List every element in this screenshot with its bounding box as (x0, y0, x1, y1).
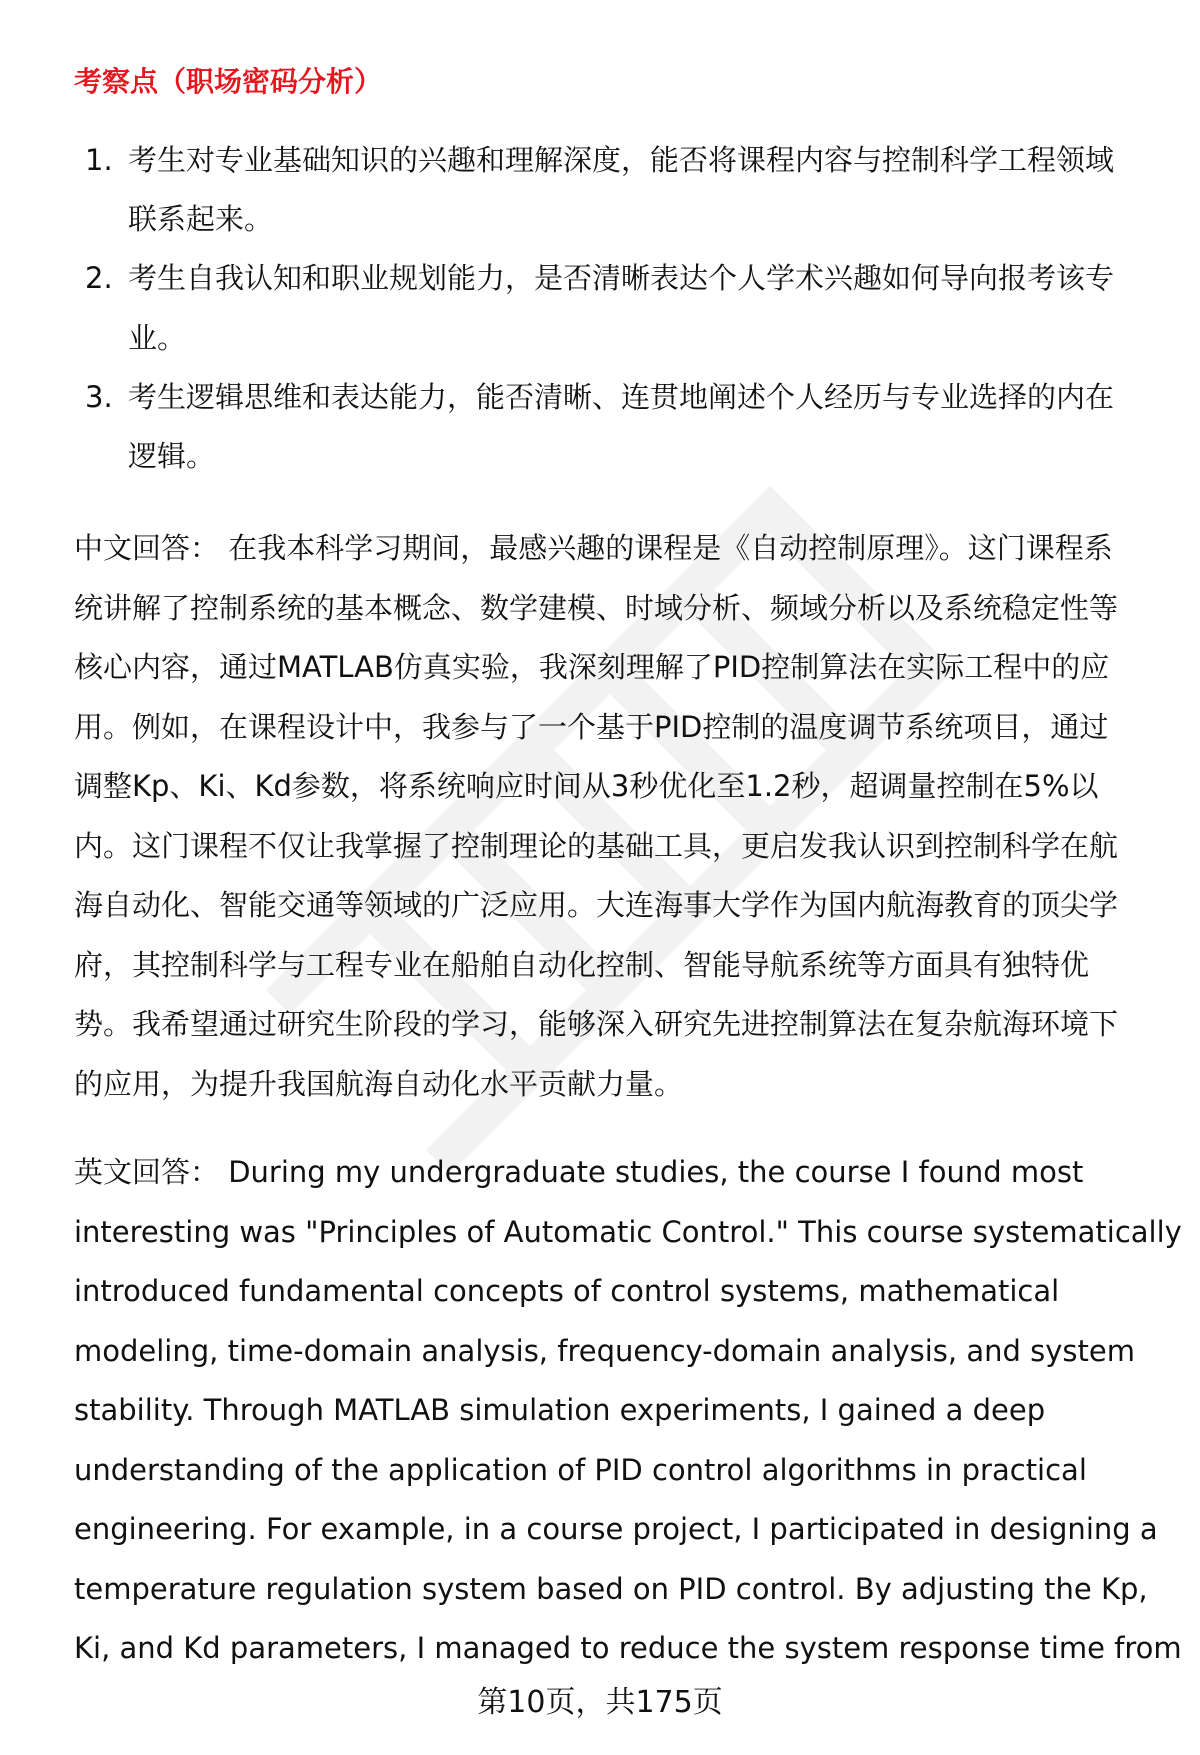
paragraph-line: 中文回答： 在我本科学习期间，最感兴趣的课程是《自动控制原理》。这门课程系 (74, 531, 1113, 565)
list-item-text: 业。 (128, 321, 187, 355)
list-item-text: 逻辑。 (128, 439, 216, 473)
paragraph-line: 统讲解了控制系统的基本概念、数学建模、时域分析、频域分析以及系统稳定性等 (74, 590, 1119, 625)
paragraph-line: 调整Kp、Ki、Kd参数，将系统响应时间从3秒优化至1.2秒，超调量控制在5%以 (74, 769, 1099, 803)
list-item-text: 联系起来。 (128, 202, 274, 236)
paragraph-line: temperature regulation system based on PID control. By adjusting the Kp, (74, 1571, 1148, 1606)
paragraph-line: understanding of the application of PID control algorithms in practical (74, 1452, 1087, 1487)
list-item-text: 考生自我认知和职业规划能力，是否清晰表达个人学术兴趣如何导向报考该专 (128, 261, 1115, 295)
paragraph-line: introduced fundamental concepts of control systems, mathematical (74, 1274, 1060, 1308)
paragraph-line: 内。这门课程不仅让我掌握了控制理论的基础工具，更启发我认识到控制科学在航 (74, 828, 1119, 863)
paragraph-line: modeling, time-domain analysis, frequency-domain analysis, and system (74, 1333, 1135, 1368)
paragraph-line: engineering. For example, in a course project, I participated in designing a (74, 1512, 1158, 1546)
list-item-text: 考生逻辑思维和表达能力，能否清晰、连贯地阐述个人经历与专业选择的内在 (128, 380, 1115, 414)
paragraph-line: 核心内容，通过MATLAB仿真实验，我深刻理解了PID控制算法在实际工程中的应 (74, 650, 1110, 684)
section-title: 考察点（职场密码分析） (74, 65, 383, 98)
paragraph-line: 府，其控制科学与工程专业在船舶自动化控制、智能导航系统等方面具有独特优 (74, 947, 1090, 982)
paragraph-line: Ki, and Kd parameters, I managed to reduce the system response time from (74, 1631, 1182, 1665)
paragraph-line: 海自动化、智能交通等领域的广泛应用。大连海事大学作为国内航海教育的顶尖学 (74, 888, 1119, 922)
paragraph-line: 势。我希望通过研究生阶段的学习，能够深入研究先进控制算法在复杂航海环境下 (74, 1007, 1119, 1041)
list-number: 2. (85, 261, 113, 295)
paragraph-line: interesting was "Principles of Automatic Control." This course systematically (74, 1214, 1182, 1249)
list-number: 1. (85, 143, 113, 177)
paragraph-line: 英文回答： During my undergraduate studies, the course I found most (74, 1155, 1084, 1189)
paragraph-line: 的应用，为提升我国航海自动化水平贡献力量。 (74, 1066, 684, 1101)
list-item-text: 考生对专业基础知识的兴趣和理解深度，能否将课程内容与控制科学工程领域 (128, 143, 1115, 177)
page-number: 第10页，共175页 (477, 1685, 723, 1720)
paragraph-line: 用。例如，在课程设计中，我参与了一个基于PID控制的温度调节系统项目，通过 (74, 709, 1109, 744)
list-number: 3. (85, 380, 113, 414)
paragraph-line: stability. Through MATLAB simulation experiments, I gained a deep (74, 1393, 1046, 1427)
